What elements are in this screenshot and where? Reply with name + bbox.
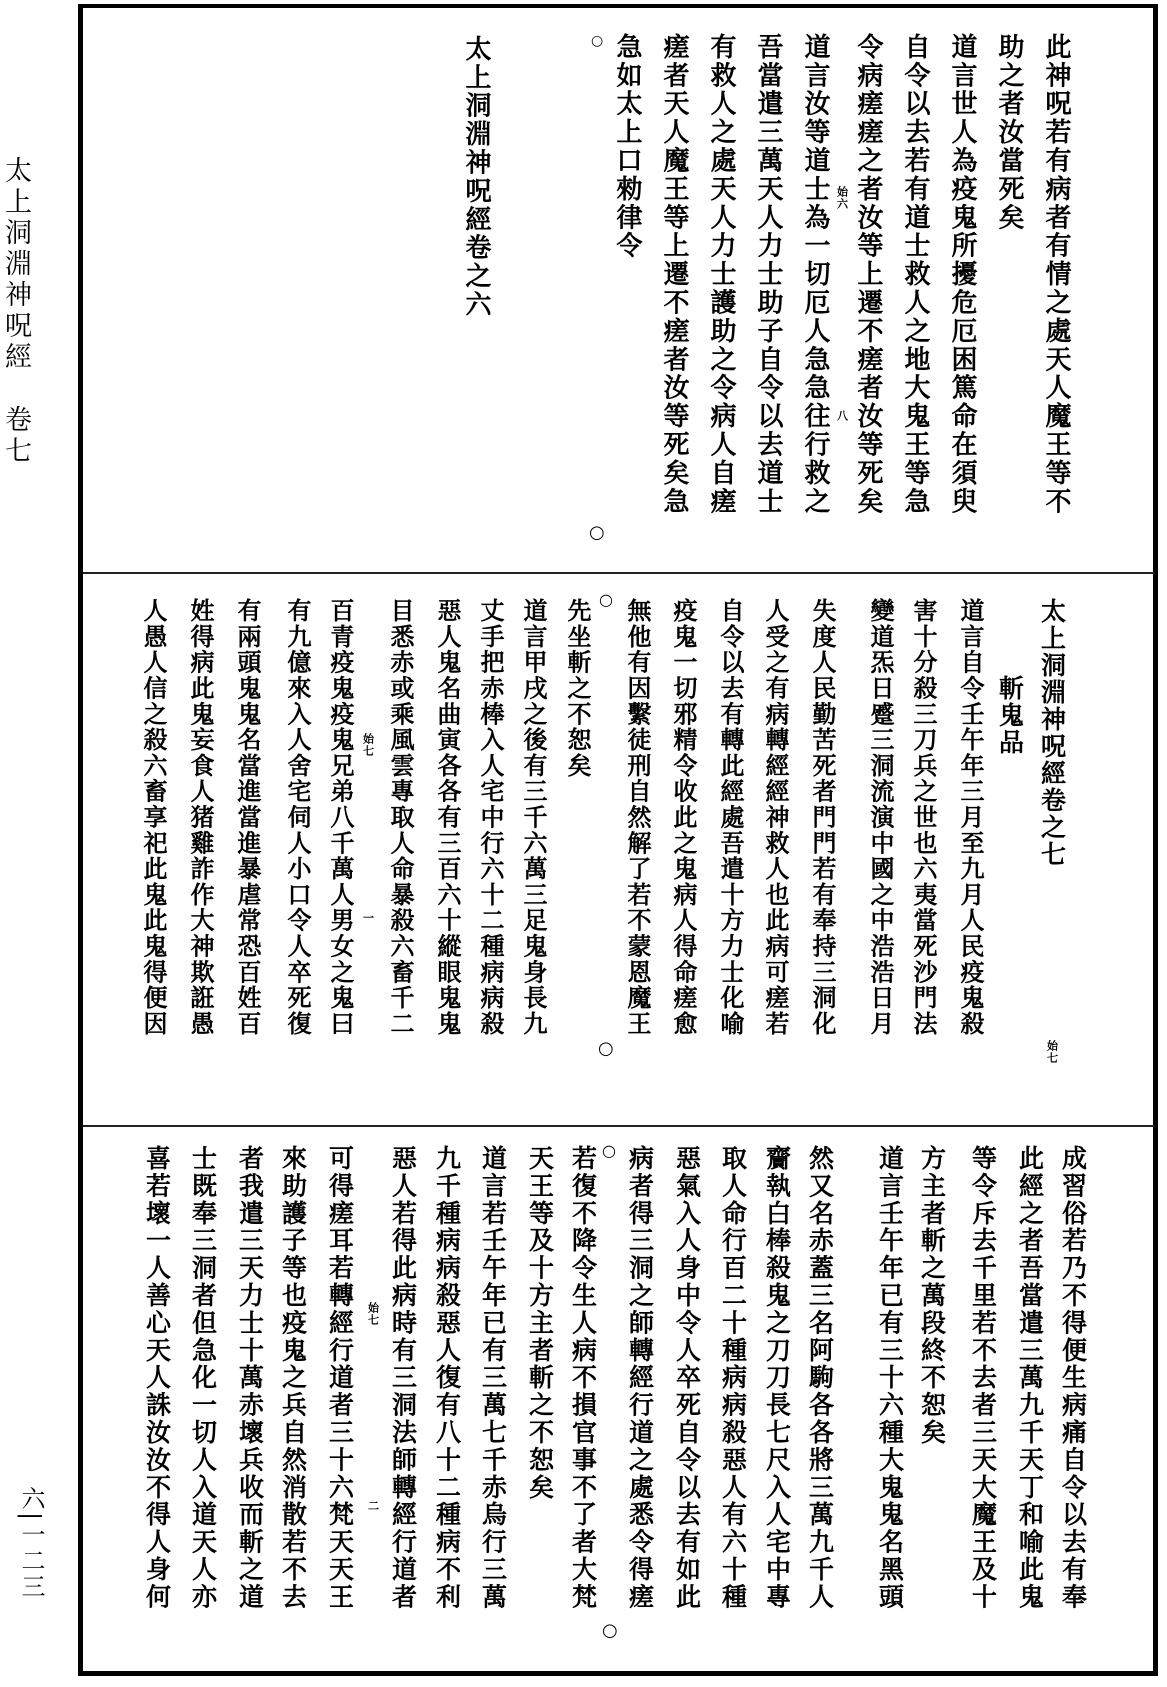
margin-volume: 卷七 <box>0 405 31 467</box>
folio-note: 一 <box>361 912 375 924</box>
folio-note: 二 <box>366 1500 380 1512</box>
section-title: 斬鬼品 <box>995 675 1025 756</box>
text-column: 百青疫鬼疫鬼兄弟八千萬人男女之鬼曰 <box>326 598 355 1037</box>
chapter-title: 太上洞淵神呪經卷之七 <box>1037 598 1067 868</box>
circle-marker: ○ <box>591 33 604 49</box>
text-column: 有九億來入人舍宅伺人小口令人卒死復 <box>283 598 312 1037</box>
margin-book-title: 太上洞淵神呪經 <box>0 156 31 373</box>
text-column: 惡氣入人身中令人卒死自令以去有如此 <box>672 1145 702 1611</box>
text-column: 惡人鬼名曲寅各各有三百六十縱眼鬼鬼 <box>433 598 462 1037</box>
text-column: 若復不降令生人病不損官事不了者大梵 <box>568 1145 598 1611</box>
text-column: 姓得病此鬼妄食人猪雞詐作大神欺誑愚 <box>186 598 215 1037</box>
text-column: 道言世人為疫鬼所擾危厄困篤命在須臾 <box>947 33 977 516</box>
text-column: 瘥者天人魔王等上遷不瘥者汝等死矣急 <box>659 33 689 516</box>
folio-note: 始七 <box>361 733 375 757</box>
panel-divider <box>83 572 1155 574</box>
text-column: 丈手把赤棒入人宅中行六十二種病病殺 <box>476 598 505 1037</box>
text-column: 急如太上口勑律令 <box>612 33 642 261</box>
text-column: 道言壬午年已有三十六種大鬼鬼名黑頭 <box>875 1145 905 1611</box>
text-column: 害十分殺三刀兵之世也六夷當死沙門法 <box>909 598 938 1037</box>
text-column: 士既奉三洞者但急化一切人入道天人亦 <box>188 1145 218 1611</box>
text-column: 疫鬼一切邪精令收此之鬼病人得命瘥愈 <box>669 598 698 1037</box>
text-column: 自令以去若有道士救人之地大鬼王等急 <box>900 33 930 516</box>
text-column: 目悉赤或乘風雲專取人命暴殺六畜千二 <box>386 598 415 1037</box>
text-column: 喜若壞一人善心天人誅汝汝不得人身何 <box>142 1145 172 1611</box>
folio-note: 始七 <box>1045 1040 1059 1064</box>
text-column: 惡人若得此病時有三洞法師轉經行道者 <box>388 1145 418 1611</box>
panel-divider <box>83 1125 1155 1127</box>
text-column: 病者得三洞之師轉經行道之處悉令得瘥 <box>625 1145 655 1611</box>
text-column: 失度人民勤苦死者門門若有奉持三洞化 <box>808 598 837 1037</box>
text-column: 道言自令壬午年三月至九月人民疫鬼殺 <box>956 598 985 1037</box>
text-column: 有兩頭鬼鬼名當進當進暴虐常恐百姓百 <box>233 598 262 1037</box>
text-column: 人愚人信之殺六畜享祀此鬼此鬼得便因 <box>139 598 168 1037</box>
text-column: 取人命行百二十種病病殺惡人有六十種 <box>718 1145 748 1611</box>
text-column: 來助護子等也疫鬼之兵自然消散若不去 <box>278 1145 308 1611</box>
text-column: 此經之者吾當遣三萬九千天丁和喻此鬼 <box>1015 1145 1045 1611</box>
page-number: 六|一二三 <box>17 1486 45 1601</box>
folio-note: 八 <box>835 410 849 422</box>
circle-marker: ○ <box>589 522 605 543</box>
text-column: 九千種病病殺惡人復有八十二種病不利 <box>432 1145 462 1611</box>
folio-note: 始七 <box>366 1302 380 1326</box>
text-column: 變道炁日蹙三洞流演中國之中浩浩日月 <box>866 598 895 1037</box>
text-column: 道言甲戌之後有三千六萬三足鬼身長九 <box>519 598 548 1037</box>
text-column: 天王等及十方主者斬之不恕矣 <box>525 1145 555 1502</box>
text-column: 可得瘥耳若轉經行道者三十六梵天天王 <box>325 1145 355 1611</box>
text-column: 自令以去有轉此經處吾遣十方力士化喻 <box>716 598 745 1037</box>
text-column: 令病瘥瘥之者汝等上遷不瘥者汝等死矣 <box>853 33 883 516</box>
folio-note: 始六 <box>835 186 849 210</box>
text-column: 道言汝等道士為一切厄人急急往行救之 <box>800 33 830 516</box>
circle-marker: ○ <box>599 590 613 609</box>
text-column: 成習俗若乃不得便生病痛自令以去有奉 <box>1058 1145 1088 1611</box>
text-column: 先坐斬之不恕矣 <box>563 598 592 779</box>
text-column: 者我遣三天力士十萬赤壞兵收而斬之道 <box>235 1145 265 1611</box>
text-column: 齎執白棒殺鬼之刀刀長七尺入人宅中專 <box>762 1145 792 1611</box>
text-column: 然又名赤蓋三名阿駒各各將三萬九千人 <box>805 1145 835 1611</box>
circle-marker: ○ <box>598 1038 614 1059</box>
text-column: 方主者斬之萬段終不恕矣 <box>917 1145 947 1447</box>
circle-marker: ○ <box>602 1141 616 1160</box>
text-column: 此神呪若有病者有情之處天人魔王等不 <box>1041 33 1071 516</box>
text-column: 道言若壬午年已有三萬七千赤烏行三萬 <box>478 1145 508 1611</box>
text-column: 助之者汝當死矣 <box>994 33 1024 232</box>
text-column: 等令斥去千里若不去者三天大魔王及十 <box>968 1145 998 1611</box>
text-column: 有救人之處天人力士護助之令病人自瘥 <box>706 33 736 516</box>
text-column: 吾當遣三萬天人力士助子自令以去道士 <box>753 33 783 516</box>
text-column: 無他有因繫徒刑自然解了若不蒙恩魔王 <box>623 598 652 1037</box>
text-column: 人受之有病轉經經神救人也此病可瘥若 <box>761 598 790 1037</box>
circle-marker: ○ <box>602 1620 618 1641</box>
closing-title: 太上洞淵神呪經卷之六 <box>461 35 491 319</box>
